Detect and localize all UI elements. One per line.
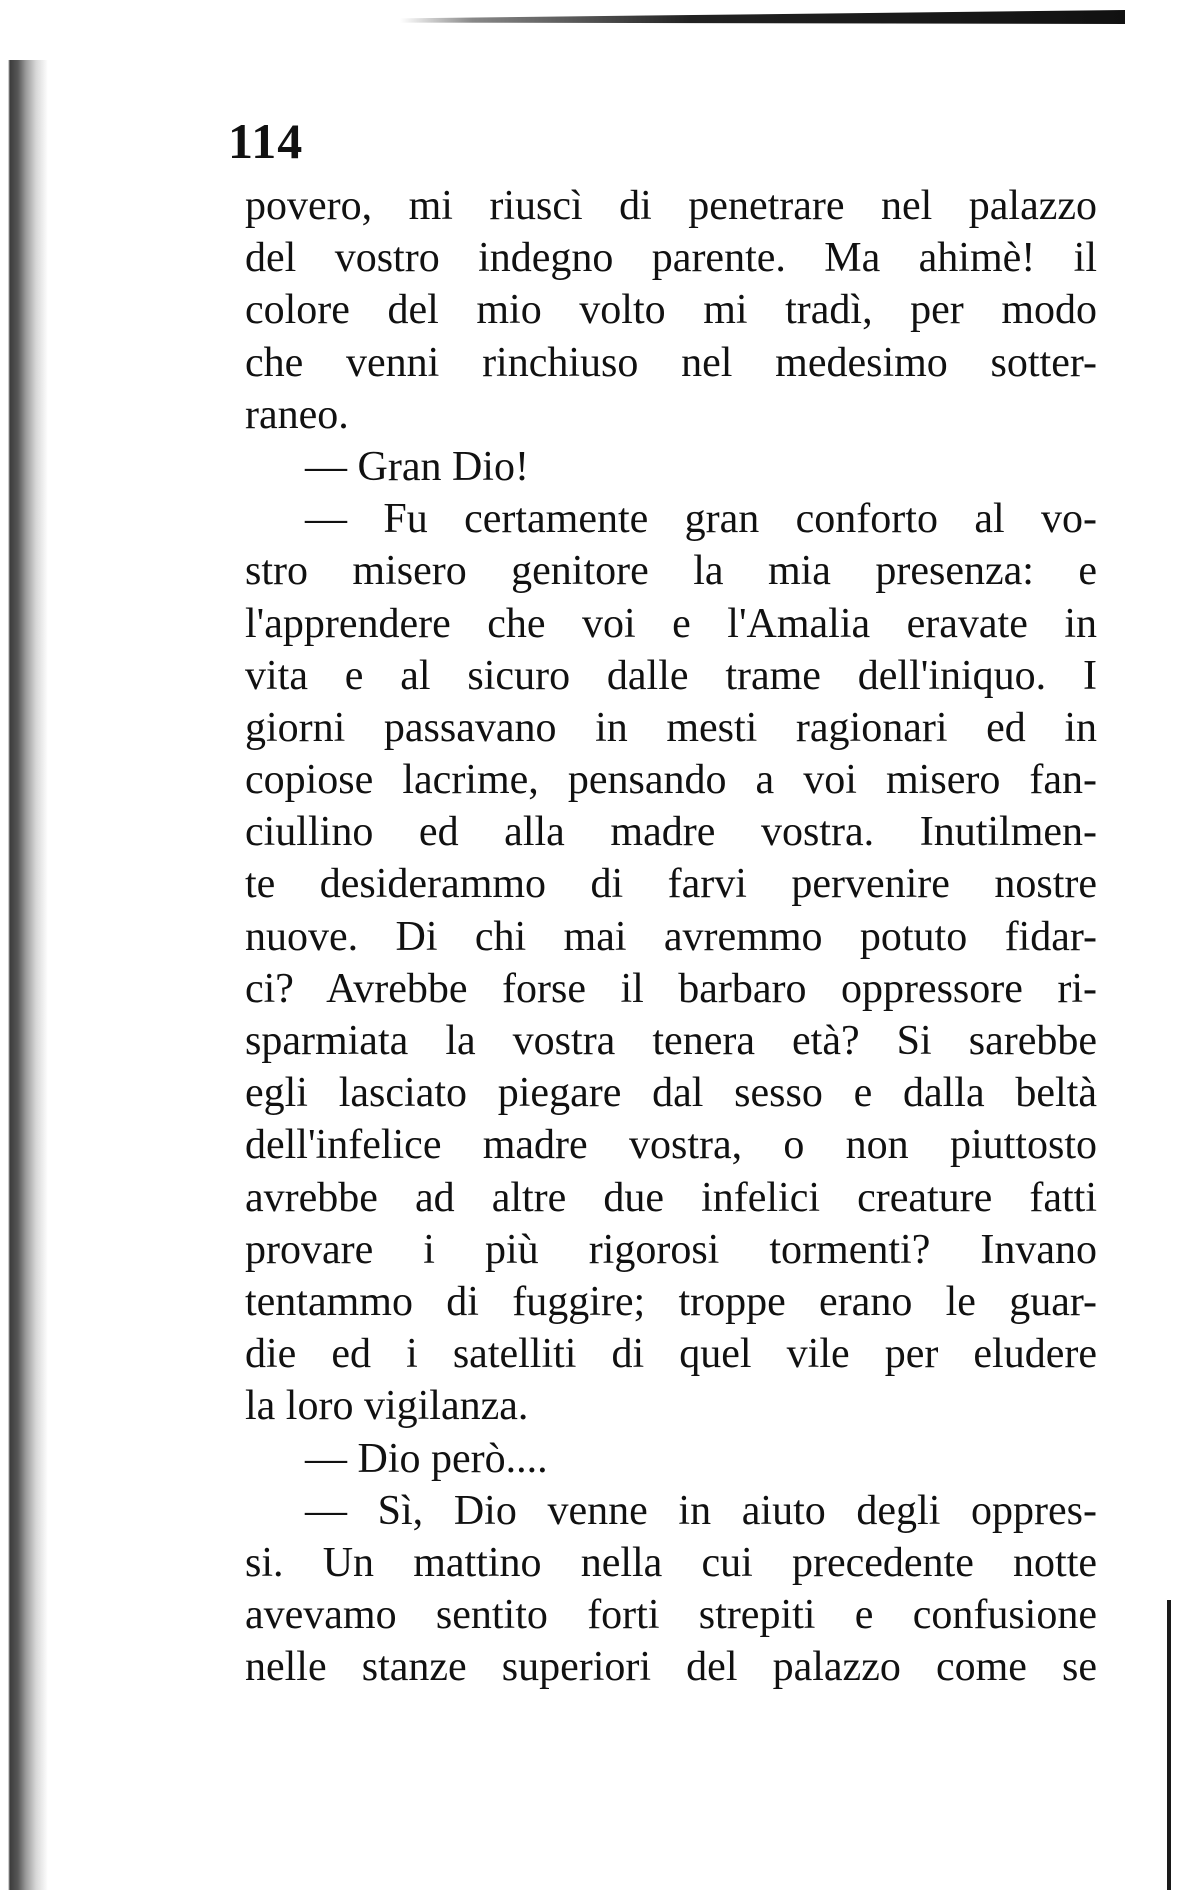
text-line: te desiderammo di farvi pervenire nostre (245, 861, 1097, 908)
text-line: vita e al sicuro dalle trame dell'iniquo. I (245, 652, 1097, 699)
text-line: avrebbe ad altre due infelici creature fatti (245, 1174, 1097, 1221)
right-scan-edge (1167, 1600, 1171, 1890)
text-line: dell'infelice madre vostra, o non piuttosto (245, 1122, 1097, 1169)
text-line: — Sì, Dio venne in aiuto degli oppres- (305, 1487, 1097, 1534)
text-line: che venni rinchiuso nel medesimo sotter- (245, 339, 1097, 386)
text-line: copiose lacrime, pensando a voi misero fan- (245, 757, 1097, 804)
text-line: egli lasciato piegare dal sesso e dalla beltà (245, 1070, 1097, 1117)
book-binding-shadow (0, 60, 70, 1890)
text-line: — Dio però.... (305, 1435, 548, 1482)
text-line: del vostro indegno parente. Ma ahimè! il (245, 235, 1097, 282)
text-line: l'apprendere che voi e l'Amalia eravate in (245, 600, 1097, 647)
text-line: la loro vigilanza. (245, 1383, 529, 1430)
text-line: ciullino ed alla madre vostra. Inutilmen- (245, 809, 1097, 856)
text-line: nuove. Di chi mai avremmo potuto fidar- (245, 913, 1097, 960)
top-scan-edge (400, 10, 1125, 24)
text-line: tentammo di fuggire; troppe erano le guar- (245, 1278, 1097, 1325)
text-line: povero, mi riuscì di penetrare nel palazzo (245, 183, 1097, 229)
text-line: — Gran Dio! (305, 443, 529, 490)
text-line: giorni passavano in mesti ragionari ed in (245, 704, 1097, 751)
text-line: provare i più rigorosi tormenti? Invano (245, 1226, 1097, 1273)
text-line: die ed i satelliti di quel vile per eludere (245, 1331, 1097, 1378)
text-line: — Fu certamente gran conforto al vo- (305, 496, 1097, 543)
page-number: 114 (228, 113, 304, 169)
text-line: nelle stanze superiori del palazzo come se (245, 1644, 1097, 1691)
text-line: colore del mio volto mi tradì, per modo (245, 287, 1097, 334)
body-text (245, 180, 1097, 1693)
text-line: sparmiata la vostra tenera età? Si sarebbe (245, 1018, 1097, 1064)
text-line: si. Un mattino nella cui precedente notte (245, 1539, 1097, 1586)
text-line: ci? Avrebbe forse il barbaro oppressore ri- (245, 965, 1097, 1012)
text-line: raneo. (245, 391, 349, 438)
text-line: avevamo sentito forti strepiti e confusione (245, 1592, 1097, 1639)
text-line: stro misero genitore la mia presenza: e (245, 548, 1097, 595)
